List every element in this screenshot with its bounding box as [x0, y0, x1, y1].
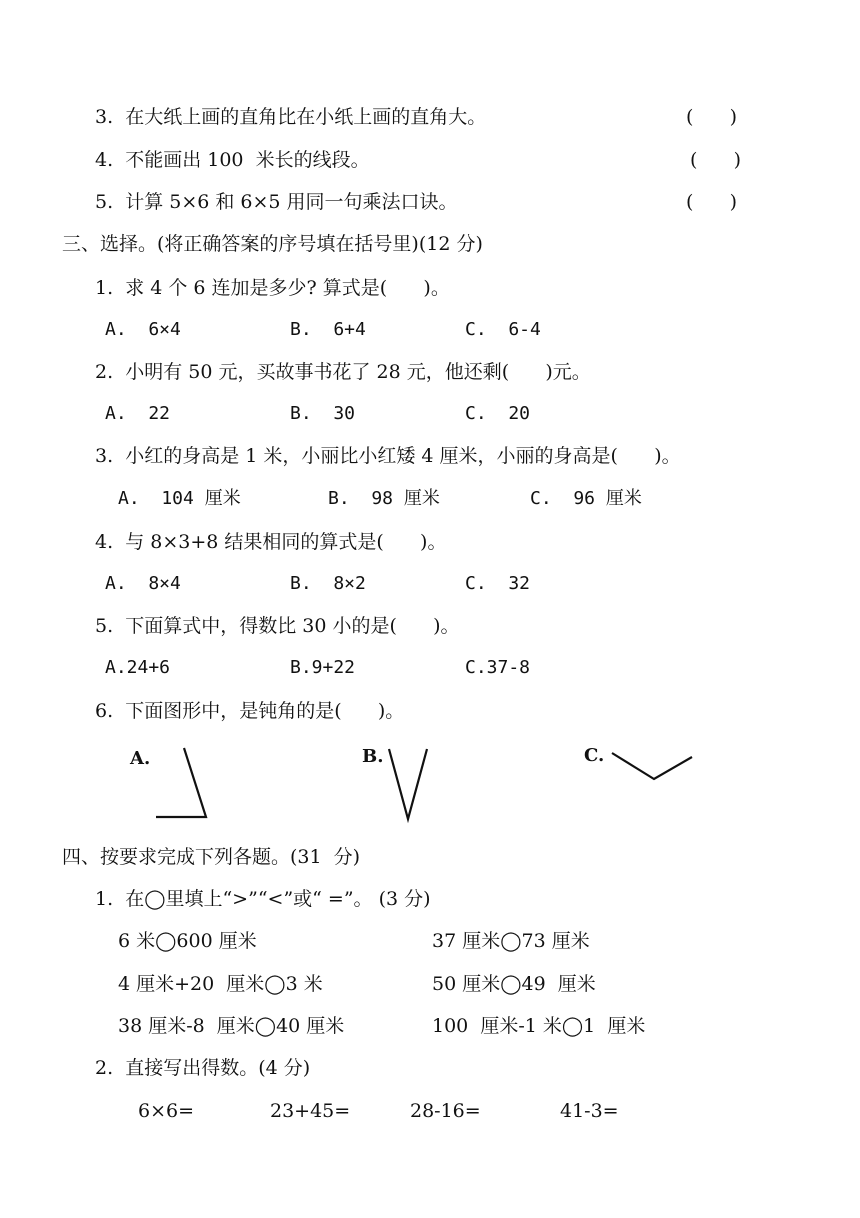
- option-b[interactable]: B. 98 厘米: [328, 488, 440, 509]
- option-a[interactable]: A. 104 厘米: [118, 488, 241, 509]
- option-c[interactable]: C. 6-4: [465, 319, 541, 340]
- figure-label-a[interactable]: A.: [130, 748, 151, 769]
- option-b[interactable]: B.9+22: [290, 657, 356, 678]
- angle-figure-c[interactable]: [608, 745, 698, 785]
- option-b[interactable]: B. 6+4: [290, 319, 366, 340]
- option-c[interactable]: C.37-8: [465, 657, 531, 678]
- angle-figure-a[interactable]: [150, 740, 220, 825]
- choice-question-5: 5. 下面算式中，得数比 30 小的是( )。: [95, 615, 460, 637]
- section4-heading: 四、按要求完成下列各题。(31 分): [62, 846, 361, 868]
- choice-question-4: 4. 与 8×3+8 结果相同的算式是( )。: [95, 531, 447, 553]
- choice-question-1: 1. 求 4 个 6 连加是多少? 算式是( )。: [95, 277, 450, 299]
- option-b[interactable]: B. 8×2: [290, 573, 366, 594]
- angle-figure-b[interactable]: [385, 745, 435, 825]
- choice-question-2: 2. 小明有 50 元，买故事书花了 28 元，他还剩( )元。: [95, 361, 591, 383]
- option-c[interactable]: C. 20: [465, 403, 531, 424]
- figure-label-c[interactable]: C.: [584, 745, 605, 766]
- option-a[interactable]: A. 6×4: [105, 319, 181, 340]
- figure-label-b[interactable]: B.: [362, 746, 384, 767]
- option-c[interactable]: C. 96 厘米: [530, 488, 642, 509]
- judge-item-5: 5. 计算 5×6 和 6×5 用同一句乘法口诀。: [95, 191, 458, 213]
- option-a[interactable]: A. 22: [105, 403, 171, 424]
- choice-question-3: 3. 小红的身高是 1 米，小丽比小红矮 4 厘米，小丽的身高是( )。: [95, 445, 681, 467]
- answer-paren[interactable]: ( ): [686, 106, 738, 128]
- option-a[interactable]: A. 8×4: [105, 573, 181, 594]
- compare-item[interactable]: 100 厘米-1 米◯1 厘米: [432, 1015, 646, 1037]
- compare-item[interactable]: 37 厘米◯73 厘米: [432, 930, 590, 952]
- judge-item-3: 3. 在大纸上画的直角比在小纸上画的直角大。: [95, 106, 487, 128]
- compare-item[interactable]: 6 米◯600 厘米: [118, 930, 257, 952]
- compare-item[interactable]: 4 厘米+20 厘米◯3 米: [118, 973, 323, 995]
- compare-item[interactable]: 50 厘米◯49 厘米: [432, 973, 596, 995]
- calc-item[interactable]: 41-3=: [560, 1100, 619, 1122]
- choice-question-6: 6. 下面图形中，是钝角的是( )。: [95, 700, 405, 722]
- option-a[interactable]: A.24+6: [105, 657, 171, 678]
- calc-item[interactable]: 23+45=: [270, 1100, 351, 1122]
- section3-heading: 三、选择。(将正确答案的序号填在括号里)(12 分): [62, 233, 483, 255]
- calc-item[interactable]: 28-16=: [410, 1100, 481, 1122]
- compare-question: 1. 在◯里填上“>”“<”或“ =”。 (3 分): [95, 888, 431, 910]
- answer-paren[interactable]: ( ): [690, 149, 742, 171]
- option-c[interactable]: C. 32: [465, 573, 531, 594]
- calc-question: 2. 直接写出得数。(4 分): [95, 1057, 311, 1079]
- judge-item-4: 4. 不能画出 100 米长的线段。: [95, 149, 370, 171]
- compare-item[interactable]: 38 厘米-8 厘米◯40 厘米: [118, 1015, 345, 1037]
- option-b[interactable]: B. 30: [290, 403, 356, 424]
- calc-item[interactable]: 6×6=: [138, 1100, 195, 1122]
- answer-paren[interactable]: ( ): [686, 191, 738, 213]
